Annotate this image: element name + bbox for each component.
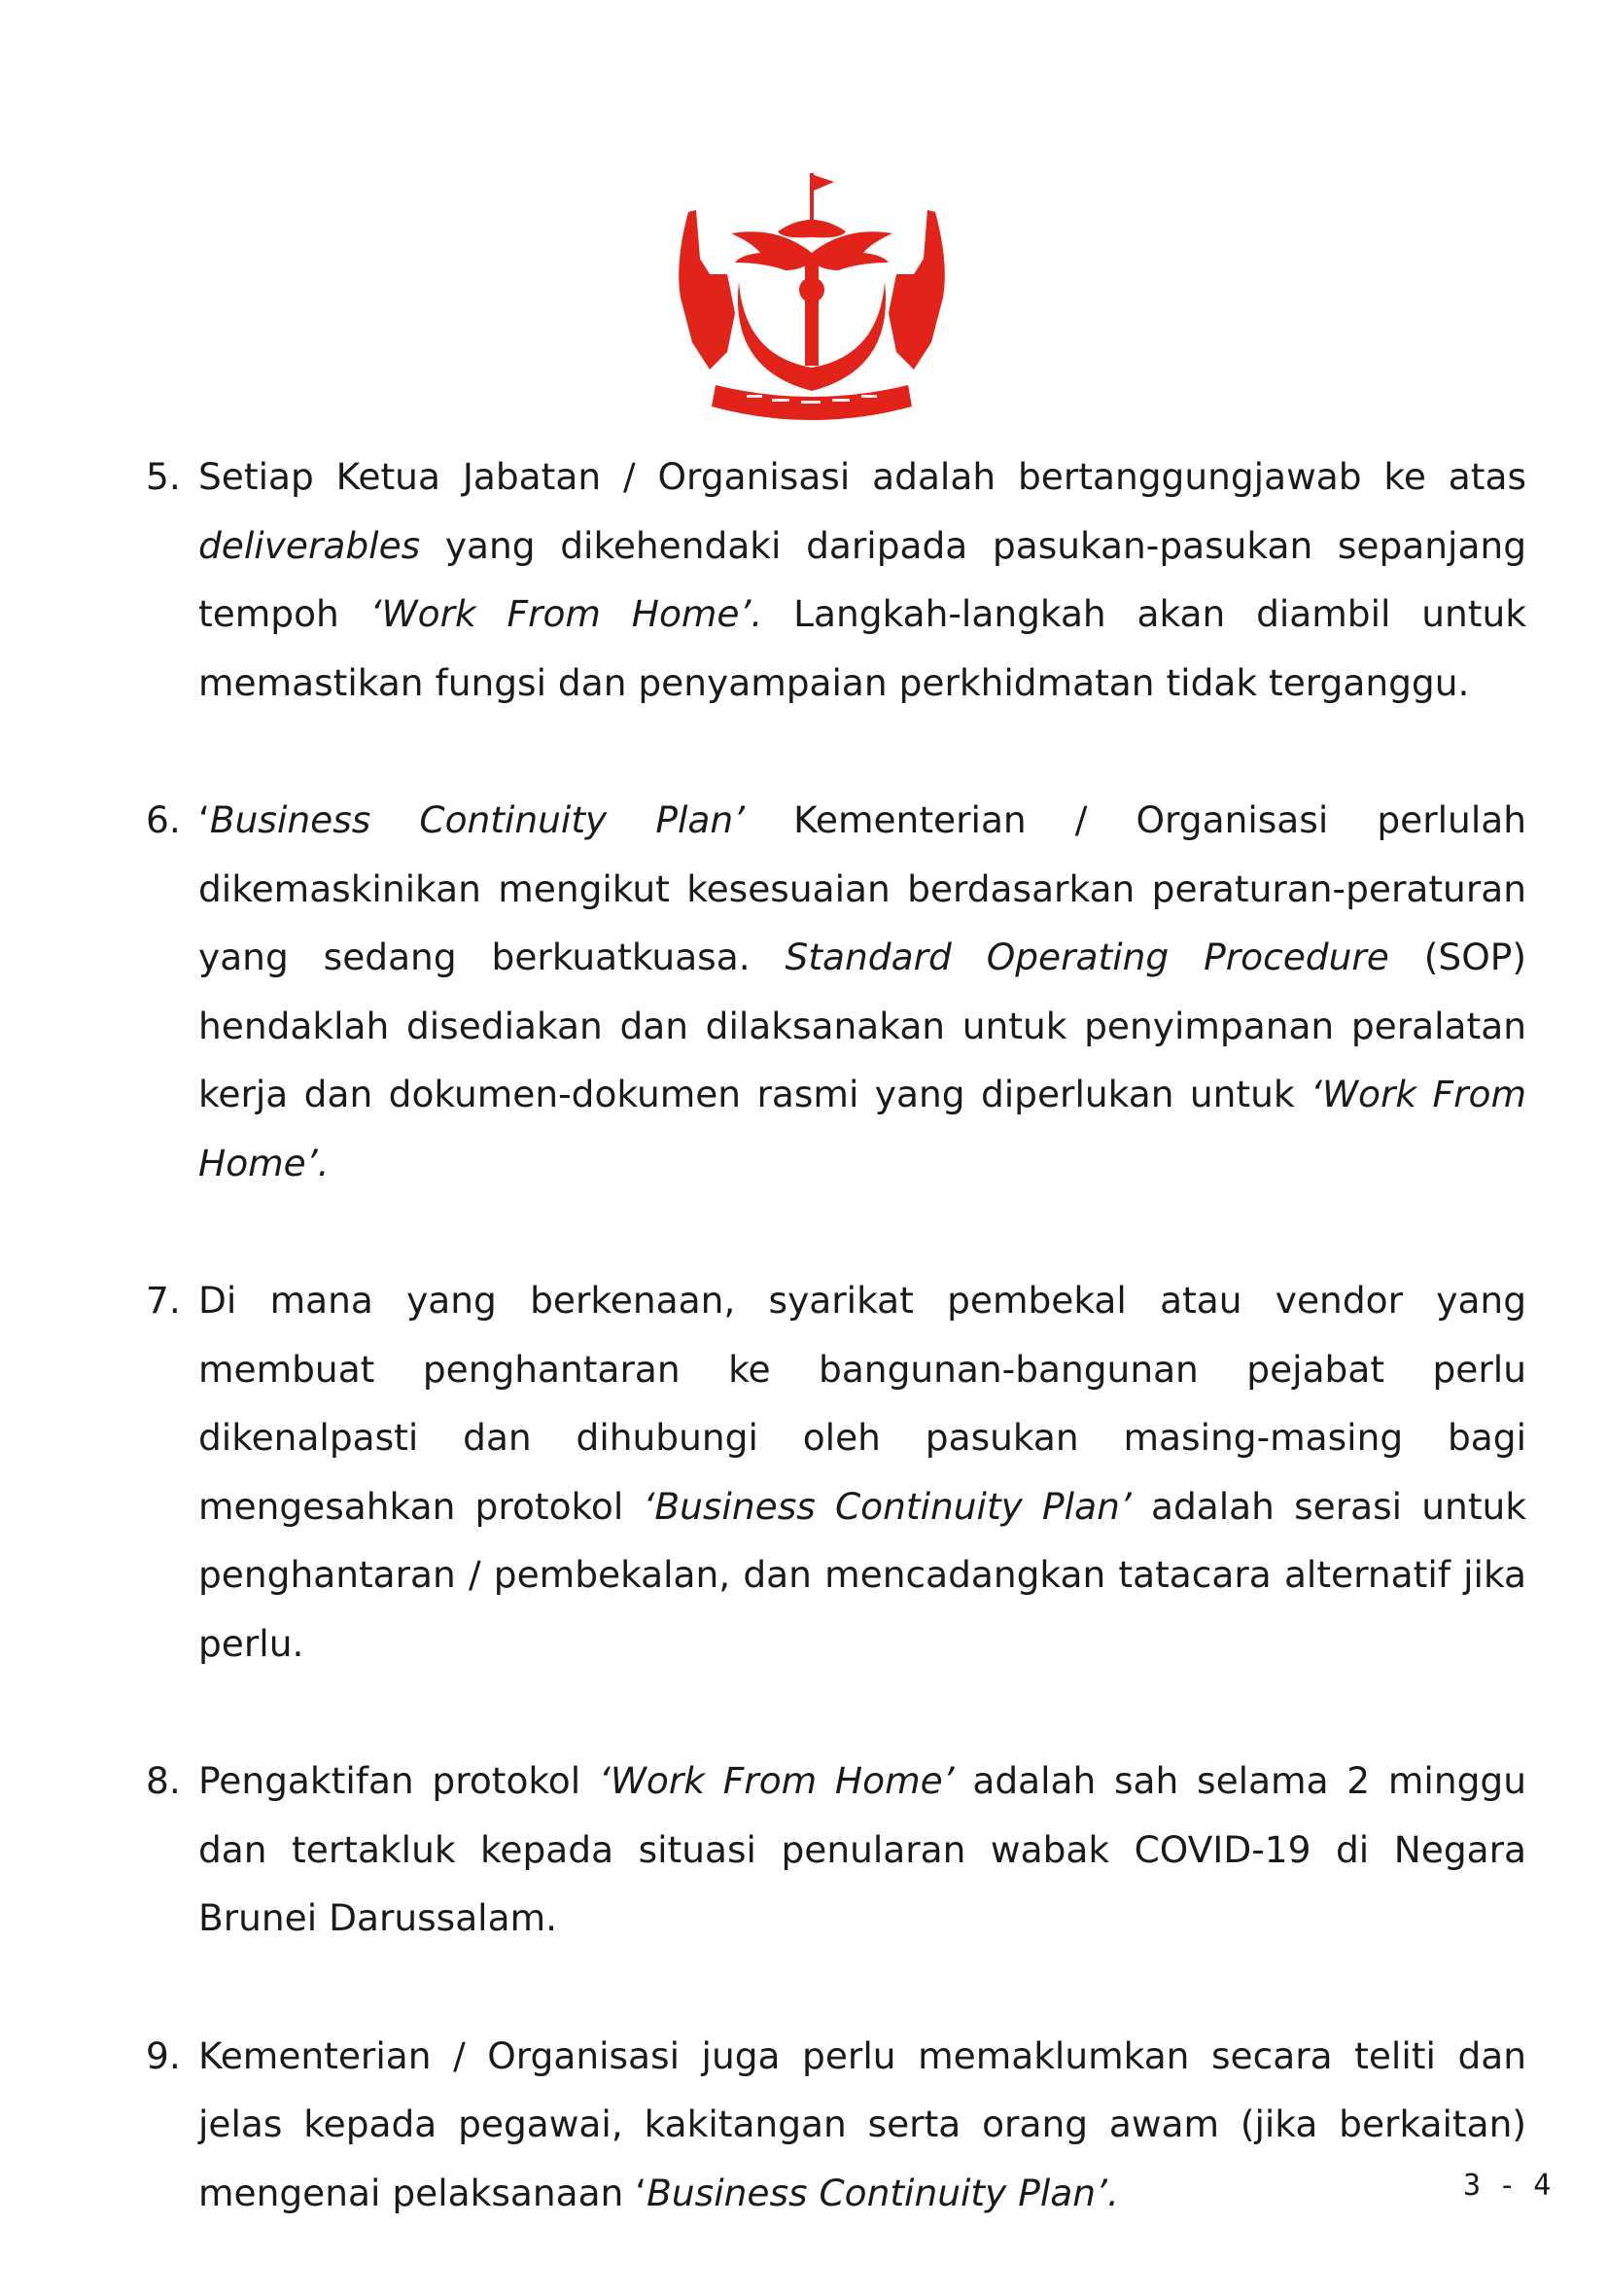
item-number: 5. <box>146 455 181 498</box>
paragraph-item-8 <box>146 1747 1526 1953</box>
item-text: Kementerian / Organisasi juga perlu memaklumkan secara teliti dan jelas kepada pegawai, kakitangan serta orang awam (jika berkaitan) mengenai pelaksanaan ‘Business Continuity Plan’. <box>198 2033 1526 2214</box>
item-text: Setiap Ketua Jabatan / Organisasi adalah bertanggungjawab ke atas deliverables yang dikehendaki daripada pasukan-pasukan sepanjang tempoh ‘Work From Home’. Langkah-langkah akan diambil untuk memastikan fungsi dan penyampaian perkhidmatan tidak terganggu. <box>198 455 1526 704</box>
brunei-crest-emblem <box>671 165 953 428</box>
item-number: 7. <box>146 1279 181 1322</box>
page-number: 3 - 4 <box>1463 2169 1552 2203</box>
paragraph-item-6 <box>146 786 1526 1197</box>
item-text: ‘Business Continuity Plan’ Kementerian / Organisasi perlulah dikemaskinikan mengikut kesesuaian berdasarkan peraturan-peraturan yang sedang berkuatkuasa. Standard Operating Procedure (SOP) hendaklah disediakan dan dilaksanakan untuk penyimpanan peralatan kerja dan dokumen-dokumen rasmi yang diperlukan untuk ‘Work From Home’. <box>198 798 1526 1184</box>
item-number: 8. <box>146 1759 181 1802</box>
item-text: Di mana yang berkenaan, syarikat pembekal atau vendor yang membuat penghantaran ke bangunan-bangunan pejabat perlu dikenalpasti dan dihubungi oleh pasukan masing-masing bagi mengesahkan protokol ‘Business Continuity Plan’ adalah serasi untuk penghantaran / pembekalan, dan mencadangkan tatacara alternatif jika perlu. <box>198 1279 1527 1665</box>
paragraph-item-9 <box>146 2022 1526 2228</box>
item-text: Pengaktifan protokol ‘Work From Home’ adalah sah selama 2 minggu dan tertakluk kepada situasi penularan wabak COVID-19 di Negara Brunei Darussalam. <box>198 1759 1526 1939</box>
paragraph-item-7 <box>146 1266 1526 1678</box>
paragraph-item-5 <box>146 442 1526 717</box>
numbered-paragraph-list <box>146 442 1526 2296</box>
item-number: 6. <box>146 798 181 841</box>
item-number: 9. <box>146 2033 181 2077</box>
